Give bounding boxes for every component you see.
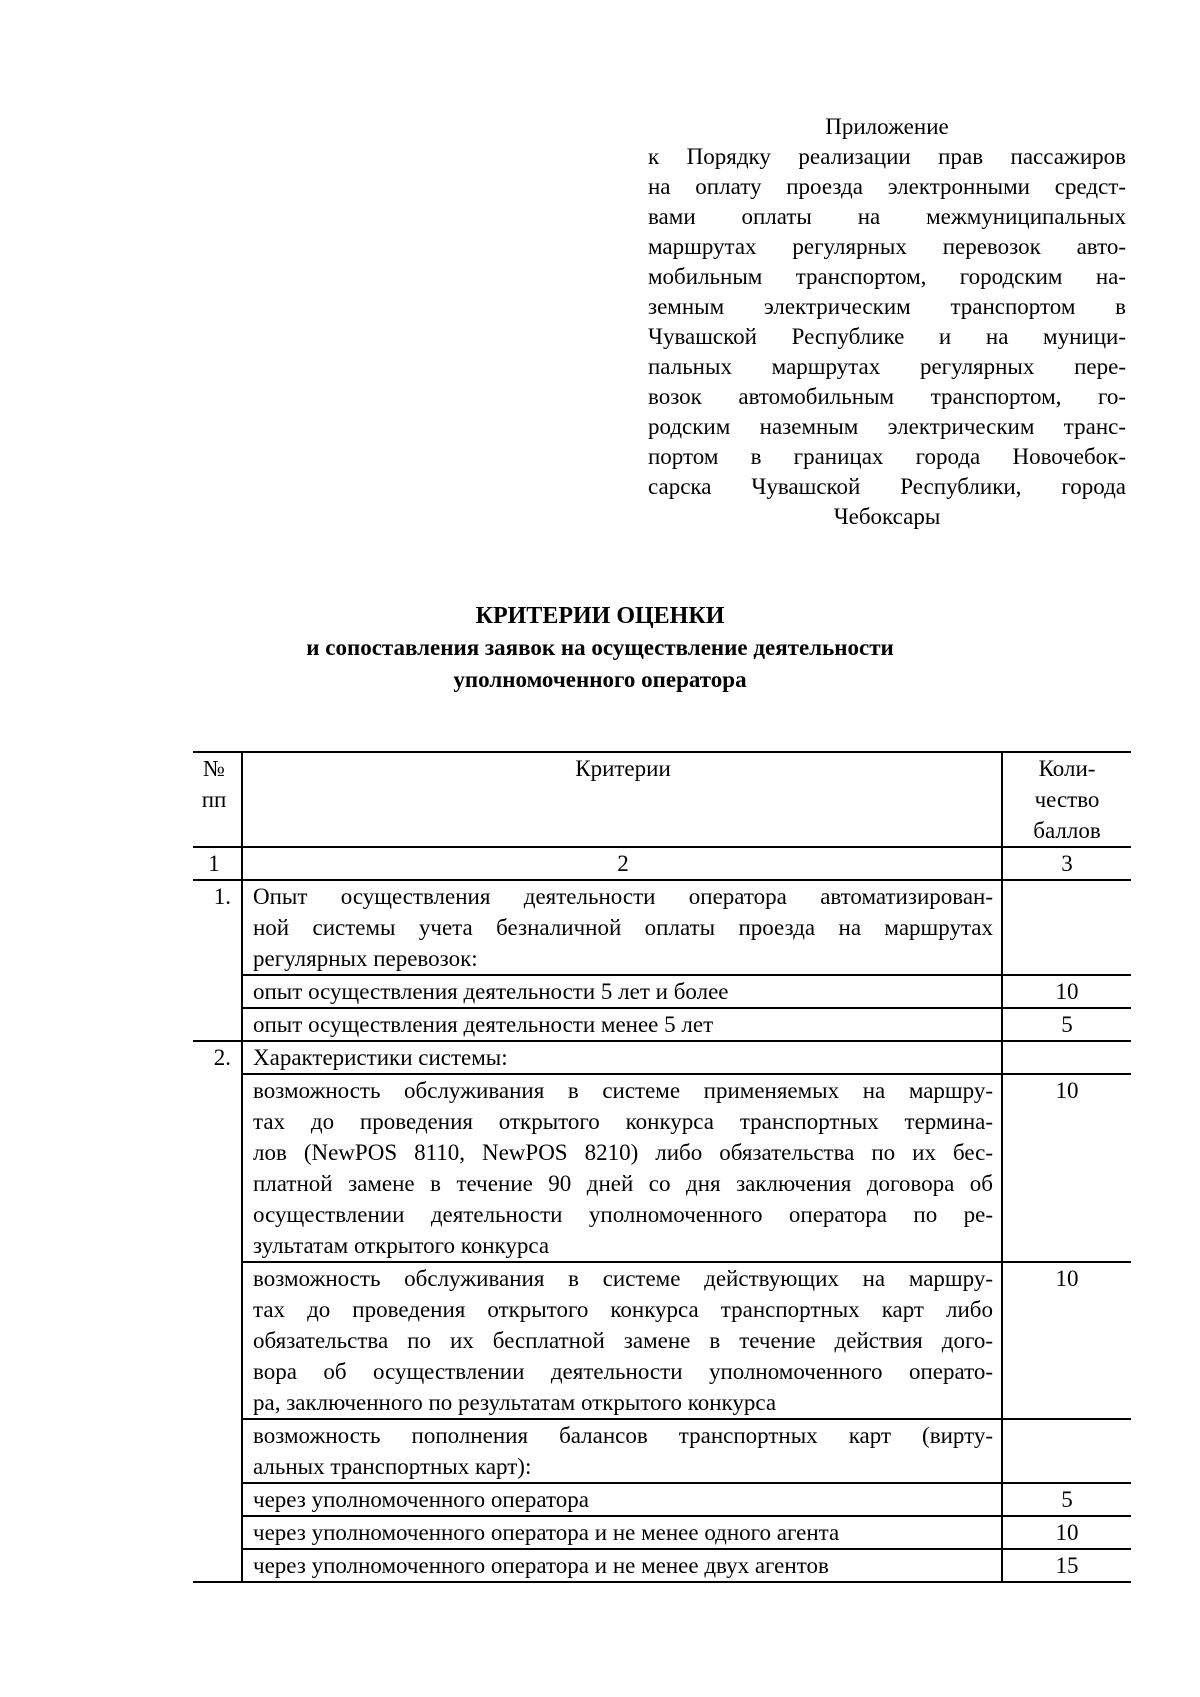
- appendix-line: на оплату проезда электронными средст-: [648, 174, 1126, 199]
- appendix-line: Чувашской Республике и на муници-: [648, 324, 1126, 349]
- criteria-line: тах до проведения открытого конкурса транспортных термина-: [253, 1109, 993, 1134]
- criteria-line: осуществлении деятельности уполномоченного оператора по ре-: [253, 1202, 993, 1227]
- table-index-row: [193, 847, 1131, 880]
- criteria-line: Опыт осуществления деятельности оператора автоматизирован-: [253, 884, 993, 909]
- appendix-line: возок автомобильным транспортом, го-: [648, 384, 1126, 409]
- header-number: [193, 752, 242, 847]
- appendix-text: [648, 142, 1126, 532]
- header-points-line-3: баллов: [1033, 818, 1101, 843]
- appendix-line: вами оплаты на межмуниципальных: [648, 204, 1126, 229]
- criteria-line: возможность пополнения балансов транспортных карт (вирту-: [253, 1423, 993, 1448]
- table-row: [193, 1262, 1131, 1419]
- table-row: [193, 1008, 1131, 1041]
- header-points-line-1: Коли-: [1038, 756, 1096, 781]
- criteria-line: опыт осуществления деятельности 5 лет и более: [253, 979, 729, 1004]
- appendix-line: сарска Чувашской Республики, города: [648, 474, 1126, 499]
- header-points-line-2: чество: [1034, 787, 1100, 812]
- points-cell: [1002, 1041, 1131, 1074]
- criteria-line: Характеристики системы:: [253, 1045, 508, 1070]
- criteria-line: зультатам открытого конкурса: [253, 1233, 550, 1258]
- appendix-heading: Приложение: [825, 114, 949, 139]
- title-subtitle-line-1: и сопоставления заявок на осуществление деятельности: [306, 635, 894, 660]
- criteria-line: через уполномоченного оператора: [253, 1487, 590, 1512]
- appendix-line: Чебоксары: [833, 504, 941, 529]
- criteria-line: вора об осуществлении деятельности уполномоченного операто-: [253, 1359, 993, 1384]
- criteria-line: опыт осуществления деятельности менее 5 лет: [253, 1012, 714, 1037]
- points-cell: 10: [1002, 1516, 1131, 1549]
- title-subtitle-line-2: уполномоченного оператора: [453, 667, 747, 692]
- criteria-cell: [242, 1074, 1002, 1262]
- row-number: 1.: [193, 880, 242, 1041]
- table-row: [193, 1419, 1131, 1483]
- criteria-line: через уполномоченного оператора и не менее двух агентов: [253, 1553, 829, 1578]
- table-row: [193, 975, 1131, 1008]
- points-cell: [1002, 1419, 1131, 1483]
- points-cell: 10: [1002, 1262, 1131, 1419]
- points-cell: 5: [1002, 1483, 1131, 1516]
- points-cell: 15: [1002, 1549, 1131, 1582]
- points-cell: 10: [1002, 975, 1131, 1008]
- criteria-cell: [242, 1483, 1002, 1516]
- criteria-line: через уполномоченного оператора и не менее одного агента: [253, 1520, 840, 1545]
- criteria-line: альных транспортных карт):: [253, 1454, 532, 1479]
- criteria-cell: [242, 1008, 1002, 1041]
- appendix-block: [648, 112, 1126, 532]
- criteria-cell: [242, 1419, 1002, 1483]
- criteria-line: ра, заключенного по результатам открытого конкурса: [253, 1390, 777, 1415]
- criteria-line: лов (NewPOS 8110, NewPOS 8210) либо обязательства по их бес-: [253, 1140, 993, 1165]
- criteria-cell: [242, 880, 1002, 975]
- index-cell: 3: [1002, 847, 1131, 880]
- criteria-line: возможность обслуживания в системе применяемых на маршру-: [253, 1078, 993, 1103]
- index-cell: 1: [193, 847, 242, 880]
- header-number-line-1: №: [203, 756, 225, 781]
- appendix-line: мобильным транспортом, городским на-: [648, 264, 1126, 289]
- criteria-cell: [242, 975, 1002, 1008]
- table-row: [193, 880, 1131, 975]
- table-header-row: [193, 752, 1131, 847]
- points-cell: [1002, 880, 1131, 975]
- criteria-line: тах до проведения открытого конкурса транспортных карт либо: [253, 1297, 993, 1322]
- document-title: [0, 600, 1200, 696]
- criteria-cell: [242, 1516, 1002, 1549]
- table-row: [193, 1074, 1131, 1262]
- criteria-line: платной замене в течение 90 дней со дня заключения договора об: [253, 1171, 993, 1196]
- criteria-cell: [242, 1041, 1002, 1074]
- criteria-cell: [242, 1549, 1002, 1582]
- appendix-line: маршрутах регулярных перевозок авто-: [648, 234, 1126, 259]
- header-points: [1002, 752, 1131, 847]
- criteria-line: регулярных перевозок:: [253, 946, 478, 971]
- appendix-line: земным электрическим транспортом в: [648, 294, 1126, 319]
- appendix-line: родским наземным электрическим транс-: [648, 414, 1126, 439]
- table-row: [193, 1483, 1131, 1516]
- appendix-line: пальных маршрутах регулярных пере-: [648, 354, 1126, 379]
- points-cell: 5: [1002, 1008, 1131, 1041]
- criteria-cell: [242, 1262, 1002, 1419]
- header-criteria: Критерии: [242, 752, 1002, 847]
- table-row: [193, 1549, 1131, 1582]
- row-number: 2.: [193, 1041, 242, 1582]
- criteria-line: ной системы учета безналичной оплаты проезда на маршрутах: [253, 915, 993, 940]
- criteria-line: возможность обслуживания в системе действующих на маршру-: [253, 1266, 993, 1291]
- points-cell: 10: [1002, 1074, 1131, 1262]
- criteria-table: [193, 751, 1131, 1583]
- appendix-line: портом в границах города Новочебок-: [648, 444, 1126, 469]
- criteria-line: обязательства по их бесплатной замене в течение действия дого-: [253, 1328, 993, 1353]
- index-cell: 2: [242, 847, 1002, 880]
- table-row: [193, 1516, 1131, 1549]
- header-number-line-2: пп: [201, 787, 227, 812]
- title-main: КРИТЕРИИ ОЦЕНКИ: [475, 603, 725, 629]
- table-row: [193, 1041, 1131, 1074]
- appendix-line: к Порядку реализации прав пассажиров: [648, 144, 1126, 169]
